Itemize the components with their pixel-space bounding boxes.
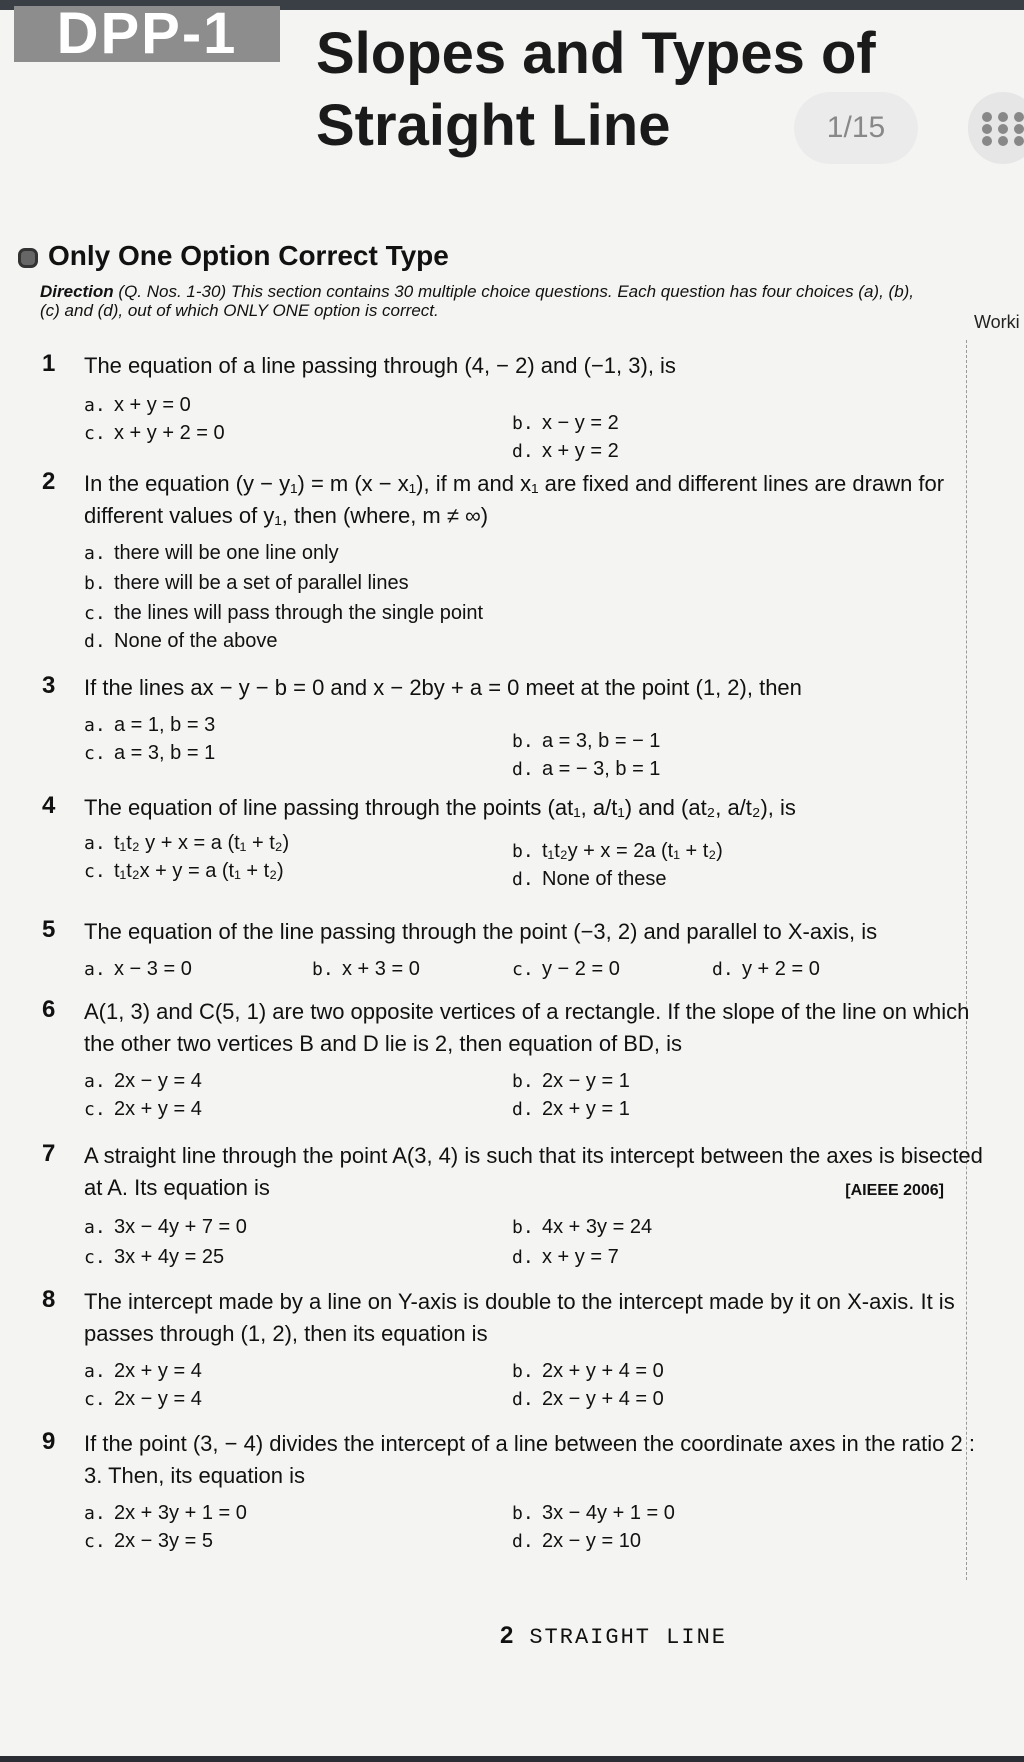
option-c[interactable]: c. 2x − 3y = 5 xyxy=(84,1530,213,1552)
option-c[interactable]: c. x + y + 2 = 0 xyxy=(84,422,225,444)
option-d[interactable]: d. None of the above xyxy=(84,630,278,652)
option-c[interactable]: c. a = 3, b = 1 xyxy=(84,742,216,764)
question-text: The intercept made by a line on Y-axis is double to the intercept made by it on X-axis. It is passes through (1, 2), then its equation is xyxy=(84,1289,955,1346)
question-number: 9 xyxy=(42,1428,56,1455)
option-c[interactable]: c. y − 2 = 0 xyxy=(512,958,620,980)
option-a[interactable]: a. a = 1, b = 3 xyxy=(84,714,216,736)
option-d[interactable]: d. 2x − y = 10 xyxy=(512,1530,641,1552)
section-heading-text: Only One Option Correct Type xyxy=(48,240,449,271)
option-b[interactable]: b. 2x − y = 1 xyxy=(512,1070,630,1092)
question-number: 4 xyxy=(42,792,56,819)
question-number: 7 xyxy=(42,1140,56,1167)
question-text: The equation of a line passing through (4, − 2) and (−1, 3), is xyxy=(84,353,676,378)
side-label: Worki xyxy=(974,312,1020,332)
page-footer xyxy=(500,1622,727,1650)
option-d[interactable]: d. y + 2 = 0 xyxy=(712,958,820,980)
option-a[interactable]: a. 2x + 3y + 1 = 0 xyxy=(84,1502,247,1524)
option-b[interactable]: b. there will be a set of parallel lines xyxy=(84,572,409,594)
option-c[interactable]: c. the lines will pass through the single point xyxy=(84,602,484,624)
option-a[interactable]: a. x − 3 = 0 xyxy=(84,958,192,980)
option-d[interactable]: d. x + y = 7 xyxy=(512,1246,619,1268)
question-number: 3 xyxy=(42,672,56,699)
question-number: 1 xyxy=(42,350,56,377)
question-number: 5 xyxy=(42,916,56,943)
question-text: If the lines ax − y − b = 0 and x − 2by + a = 0 meet at the point (1, 2), then xyxy=(84,675,802,700)
dpp-badge: DPP-1 xyxy=(14,6,280,62)
question-number: 2 xyxy=(42,468,56,495)
option-c[interactable]: c. t₁t₂x + y = a (t₁ + t₂) xyxy=(84,860,284,882)
option-d[interactable]: d. 2x + y = 1 xyxy=(512,1098,630,1120)
page-number: 2 xyxy=(500,1622,516,1649)
question-text: A straight line through the point A(3, 4) is such that its intercept between the axes is bisected at A. Its equation is xyxy=(84,1143,983,1200)
title-line-2: Straight Line xyxy=(316,93,671,158)
question-text: The equation of line passing through the points (at₁, a/t₁) and (at₂, a/t₂), is xyxy=(84,795,796,820)
option-d[interactable]: d. None of these xyxy=(512,868,667,890)
direction-body: (Q. Nos. 1-30) This section contains 30 multiple choice questions. Each question has four choices (a), (b), (c) and (d), out of which ONLY ONE option is correct. xyxy=(40,282,915,320)
option-a[interactable]: a. 3x − 4y + 7 = 0 xyxy=(84,1216,247,1238)
page-indicator-button[interactable]: 1/15 xyxy=(794,92,918,164)
question-text: The equation of the line passing through the point (−3, 2) and parallel to X-axis, is xyxy=(84,919,878,944)
question-text: If the point (3, − 4) divides the intercept of a line between the coordinate axes in the ratio 2 : 3. Then, its equation is xyxy=(84,1431,975,1488)
grid-menu-icon[interactable] xyxy=(968,92,1024,164)
option-d[interactable]: d. x + y = 2 xyxy=(512,440,619,462)
question-text: A(1, 3) and C(5, 1) are two opposite vertices of a rectangle. If the slope of the line on which the other two vertices B and D lie is 2, then equation of BD, is xyxy=(84,999,970,1056)
option-b[interactable]: b. 3x − 4y + 1 = 0 xyxy=(512,1502,675,1524)
bottom-bar xyxy=(0,1756,1024,1762)
question-number: 8 xyxy=(42,1286,56,1313)
option-d[interactable]: d. 2x − y + 4 = 0 xyxy=(512,1388,664,1410)
option-d[interactable]: d. a = − 3, b = 1 xyxy=(512,758,661,780)
question-text: In the equation (y − y₁) = m (x − x₁), if m and x₁ are fixed and different lines are drawn for different values of y₁, then (where, m ≠ ∞) xyxy=(84,471,945,528)
option-a[interactable]: a. there will be one line only xyxy=(84,542,339,564)
page-title xyxy=(316,18,876,162)
option-c[interactable]: c. 2x + y = 4 xyxy=(84,1098,202,1120)
bullet-icon xyxy=(18,248,38,268)
option-c[interactable]: c. 2x − y = 4 xyxy=(84,1388,202,1410)
option-b[interactable]: b. x + 3 = 0 xyxy=(312,958,420,980)
option-b[interactable]: b. 4x + 3y = 24 xyxy=(512,1216,653,1238)
direction-label: Direction xyxy=(40,282,114,301)
option-b[interactable]: b. x − y = 2 xyxy=(512,412,619,434)
title-line-1: Slopes and Types of xyxy=(316,21,876,86)
option-a[interactable]: a. x + y = 0 xyxy=(84,394,191,416)
option-b[interactable]: b. t₁t₂y + x = 2a (t₁ + t₂) xyxy=(512,840,723,862)
option-a[interactable]: a. t₁t₂ y + x = a (t₁ + t₂) xyxy=(84,832,290,854)
option-b[interactable]: b. 2x + y + 4 = 0 xyxy=(512,1360,664,1382)
running-title: STRAIGHT LINE xyxy=(529,1625,727,1650)
direction-text xyxy=(40,282,920,320)
question-number: 6 xyxy=(42,996,56,1023)
option-c[interactable]: c. 3x + 4y = 25 xyxy=(84,1246,225,1268)
option-a[interactable]: a. 2x − y = 4 xyxy=(84,1070,202,1092)
option-a[interactable]: a. 2x + y = 4 xyxy=(84,1360,202,1382)
section-heading xyxy=(18,240,449,272)
exam-tag: [AIEEE 2006] xyxy=(845,1182,944,1199)
option-b[interactable]: b. a = 3, b = − 1 xyxy=(512,730,661,752)
